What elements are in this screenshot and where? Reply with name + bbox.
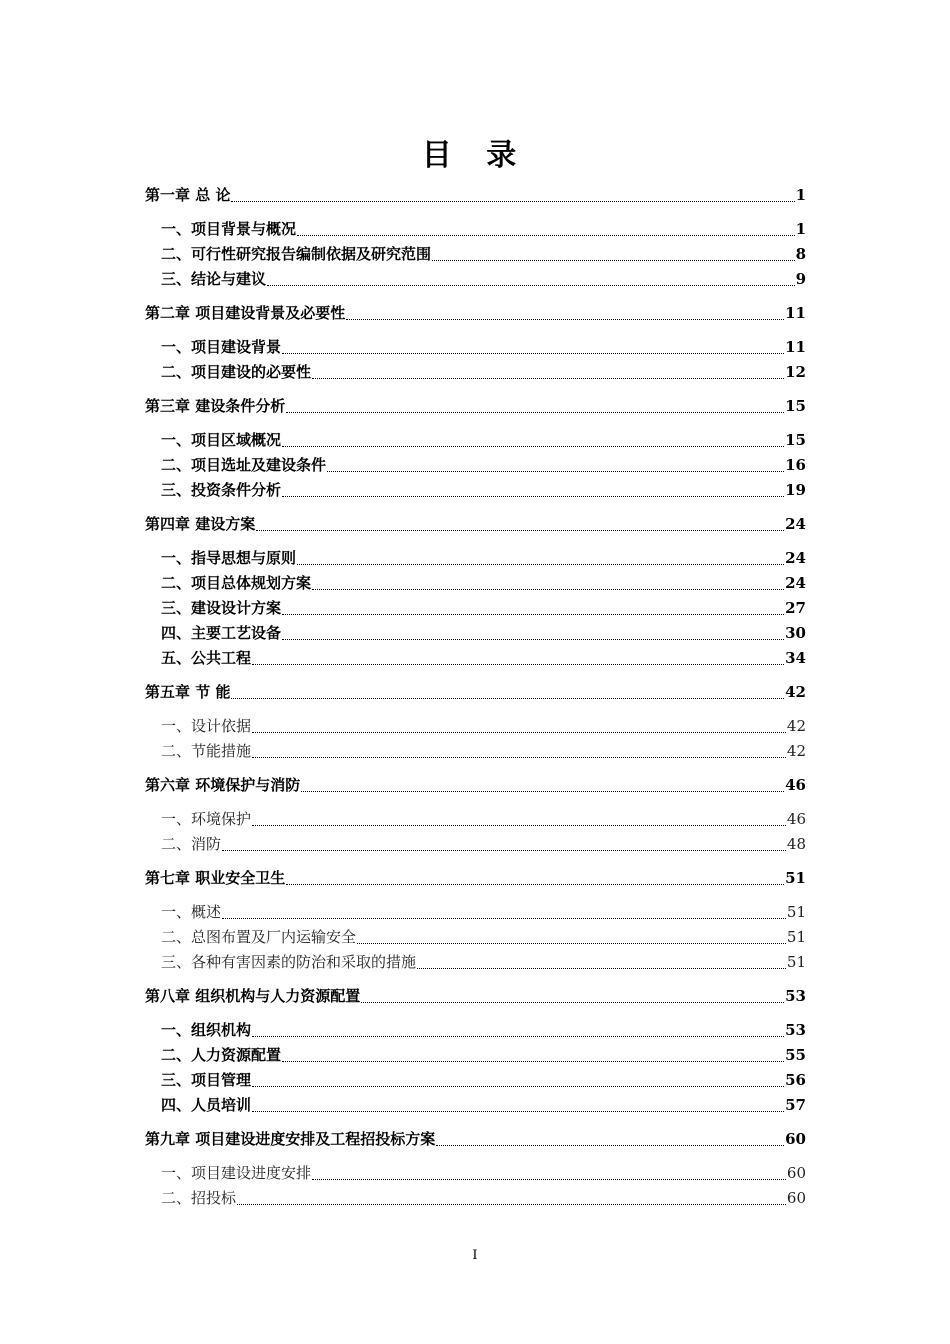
toc-section-entry[interactable] bbox=[145, 546, 806, 571]
toc-entry-page: 46 bbox=[785, 776, 806, 794]
toc-section-entry[interactable] bbox=[145, 217, 806, 242]
dot-leader bbox=[361, 1002, 784, 1003]
dot-leader bbox=[252, 825, 786, 826]
toc-entry-label: 二、可行性研究报告编制依据及研究范围 bbox=[161, 245, 432, 263]
toc-entry-page: 55 bbox=[785, 1046, 806, 1064]
toc-entry-label: 二、项目建设的必要性 bbox=[161, 363, 312, 381]
toc-entry-label: 三、各种有害因素的防治和采取的措施 bbox=[161, 953, 417, 971]
toc-entry-page: 57 bbox=[785, 1096, 806, 1114]
toc-section-entry[interactable] bbox=[145, 832, 806, 857]
dot-leader bbox=[222, 850, 786, 851]
dot-leader bbox=[231, 698, 784, 699]
toc-entry-page: 27 bbox=[785, 599, 806, 617]
toc-section-entry[interactable] bbox=[145, 925, 806, 950]
toc-section-entry[interactable] bbox=[145, 739, 806, 764]
toc-entry-page: 16 bbox=[785, 456, 806, 474]
dot-leader bbox=[301, 791, 784, 792]
toc-entry-label: 一、项目建设进度安排 bbox=[161, 1164, 312, 1182]
toc-entry-page: 42 bbox=[786, 717, 806, 735]
toc-entry-label: 二、节能措施 bbox=[161, 742, 252, 760]
toc-entry-page: 34 bbox=[785, 649, 806, 667]
toc-entry-label: 一、项目背景与概况 bbox=[161, 220, 297, 238]
toc-entry-page: 30 bbox=[785, 624, 806, 642]
toc-section-entry[interactable] bbox=[145, 242, 806, 267]
toc-section-entry[interactable] bbox=[145, 335, 806, 360]
toc-section-entry[interactable] bbox=[145, 1043, 806, 1068]
toc-entry-label: 第八章 组织机构与人力资源配置 bbox=[145, 987, 361, 1005]
toc-section-entry[interactable] bbox=[145, 1018, 806, 1043]
toc-entry-label: 一、项目区域概况 bbox=[161, 431, 282, 449]
toc-chapter-entry[interactable] bbox=[145, 301, 806, 326]
toc-chapter-entry[interactable] bbox=[145, 1127, 806, 1152]
toc-entry-label: 三、建设设计方案 bbox=[161, 599, 282, 617]
toc-section-entry[interactable] bbox=[145, 621, 806, 646]
toc-section-entry[interactable] bbox=[145, 646, 806, 671]
toc-section-entry[interactable] bbox=[145, 900, 806, 925]
dot-leader bbox=[267, 285, 795, 286]
toc-entry-label: 第一章 总 论 bbox=[145, 186, 231, 204]
toc-section-entry[interactable] bbox=[145, 571, 806, 596]
toc-entry-page: 1 bbox=[795, 220, 806, 238]
dot-leader bbox=[357, 943, 786, 944]
toc-section-entry[interactable] bbox=[145, 428, 806, 453]
toc-entry-label: 四、主要工艺设备 bbox=[161, 624, 282, 642]
page-number: I bbox=[472, 1248, 478, 1263]
dot-leader bbox=[432, 260, 795, 261]
dot-leader bbox=[282, 446, 784, 447]
toc-entry-label: 三、投资条件分析 bbox=[161, 481, 282, 499]
dot-leader bbox=[327, 471, 784, 472]
toc-chapter-entry[interactable] bbox=[145, 773, 806, 798]
toc-entry-page: 42 bbox=[785, 683, 806, 701]
toc-entry-page: 15 bbox=[785, 431, 806, 449]
toc-section-entry[interactable] bbox=[145, 1093, 806, 1118]
dot-leader bbox=[282, 614, 784, 615]
toc-entry-label: 一、设计依据 bbox=[161, 717, 252, 735]
toc-entry-label: 一、组织机构 bbox=[161, 1021, 252, 1039]
dot-leader bbox=[252, 1036, 784, 1037]
toc-entry-page: 56 bbox=[785, 1071, 806, 1089]
toc-entry-label: 第六章 环境保护与消防 bbox=[145, 776, 301, 794]
dot-leader bbox=[286, 412, 784, 413]
toc-entry-page: 51 bbox=[785, 869, 806, 887]
toc-entry-page: 53 bbox=[785, 1021, 806, 1039]
toc-section-entry[interactable] bbox=[145, 360, 806, 385]
toc-entry-label: 二、项目总体规划方案 bbox=[161, 574, 312, 592]
dot-leader bbox=[286, 884, 784, 885]
toc-entry-page: 12 bbox=[785, 363, 806, 381]
table-of-contents bbox=[145, 183, 806, 1211]
toc-section-entry[interactable] bbox=[145, 267, 806, 292]
dot-leader bbox=[312, 378, 784, 379]
toc-entry-page: 51 bbox=[786, 903, 806, 921]
toc-entry-label: 第九章 项目建设进度安排及工程招投标方案 bbox=[145, 1130, 436, 1148]
page-title: 目 录 bbox=[421, 138, 529, 173]
toc-entry-page: 8 bbox=[795, 245, 806, 263]
toc-section-entry[interactable] bbox=[145, 1186, 806, 1211]
toc-entry-label: 第四章 建设方案 bbox=[145, 515, 256, 533]
toc-entry-label: 三、项目管理 bbox=[161, 1071, 252, 1089]
toc-entry-label: 一、指导思想与原则 bbox=[161, 549, 297, 567]
dot-leader bbox=[297, 235, 795, 236]
dot-leader bbox=[252, 1086, 784, 1087]
dot-leader bbox=[282, 496, 784, 497]
dot-leader bbox=[297, 564, 784, 565]
dot-leader bbox=[252, 664, 784, 665]
toc-entry-label: 三、结论与建议 bbox=[161, 270, 267, 288]
toc-entry-page: 11 bbox=[785, 338, 806, 356]
toc-section-entry[interactable] bbox=[145, 714, 806, 739]
toc-entry-page: 1 bbox=[795, 186, 806, 204]
dot-leader bbox=[231, 201, 794, 202]
dot-leader bbox=[252, 757, 786, 758]
toc-section-entry[interactable] bbox=[145, 596, 806, 621]
toc-entry-label: 第三章 建设条件分析 bbox=[145, 397, 286, 415]
toc-chapter-entry[interactable] bbox=[145, 183, 806, 208]
toc-entry-page: 46 bbox=[786, 810, 806, 828]
dot-leader bbox=[252, 1111, 784, 1112]
toc-entry-page: 24 bbox=[785, 574, 806, 592]
toc-section-entry[interactable] bbox=[145, 453, 806, 478]
toc-entry-label: 五、公共工程 bbox=[161, 649, 252, 667]
toc-entry-page: 60 bbox=[785, 1130, 806, 1148]
dot-leader bbox=[312, 589, 784, 590]
dot-leader bbox=[282, 353, 784, 354]
dot-leader bbox=[252, 732, 786, 733]
dot-leader bbox=[282, 1061, 784, 1062]
toc-entry-label: 二、招投标 bbox=[161, 1189, 237, 1207]
toc-section-entry[interactable] bbox=[145, 807, 806, 832]
toc-entry-label: 一、环境保护 bbox=[161, 810, 252, 828]
toc-entry-page: 51 bbox=[786, 953, 806, 971]
toc-chapter-entry[interactable] bbox=[145, 680, 806, 705]
toc-entry-page: 51 bbox=[786, 928, 806, 946]
toc-entry-page: 11 bbox=[785, 304, 806, 322]
toc-entry-label: 第七章 职业安全卫生 bbox=[145, 869, 286, 887]
toc-entry-label: 四、人员培训 bbox=[161, 1096, 252, 1114]
dot-leader bbox=[312, 1179, 786, 1180]
toc-entry-label: 第二章 项目建设背景及必要性 bbox=[145, 304, 346, 322]
toc-section-entry[interactable] bbox=[145, 1068, 806, 1093]
dot-leader bbox=[436, 1145, 784, 1146]
toc-entry-label: 二、项目选址及建设条件 bbox=[161, 456, 327, 474]
toc-entry-page: 60 bbox=[786, 1189, 806, 1207]
toc-entry-page: 60 bbox=[786, 1164, 806, 1182]
toc-section-entry[interactable] bbox=[145, 950, 806, 975]
toc-entry-page: 24 bbox=[785, 515, 806, 533]
toc-entry-page: 24 bbox=[785, 549, 806, 567]
toc-entry-label: 二、总图布置及厂内运输安全 bbox=[161, 928, 357, 946]
dot-leader bbox=[417, 968, 786, 969]
toc-entry-label: 一、项目建设背景 bbox=[161, 338, 282, 356]
toc-entry-page: 9 bbox=[795, 270, 806, 288]
toc-chapter-entry[interactable] bbox=[145, 394, 806, 419]
dot-leader bbox=[282, 639, 784, 640]
dot-leader bbox=[256, 530, 784, 531]
dot-leader bbox=[237, 1204, 786, 1205]
toc-section-entry[interactable] bbox=[145, 478, 806, 503]
toc-chapter-entry[interactable] bbox=[145, 984, 806, 1009]
dot-leader bbox=[222, 918, 786, 919]
toc-chapter-entry[interactable] bbox=[145, 866, 806, 891]
toc-entry-label: 第五章 节 能 bbox=[145, 683, 231, 701]
toc-chapter-entry[interactable] bbox=[145, 512, 806, 537]
toc-entry-page: 48 bbox=[786, 835, 806, 853]
toc-entry-page: 19 bbox=[785, 481, 806, 499]
toc-entry-label: 一、概述 bbox=[161, 903, 222, 921]
dot-leader bbox=[346, 319, 784, 320]
toc-section-entry[interactable] bbox=[145, 1161, 806, 1186]
toc-entry-page: 15 bbox=[785, 397, 806, 415]
toc-entry-label: 二、消防 bbox=[161, 835, 222, 853]
toc-entry-page: 53 bbox=[785, 987, 806, 1005]
toc-entry-page: 42 bbox=[786, 742, 806, 760]
toc-entry-label: 二、人力资源配置 bbox=[161, 1046, 282, 1064]
